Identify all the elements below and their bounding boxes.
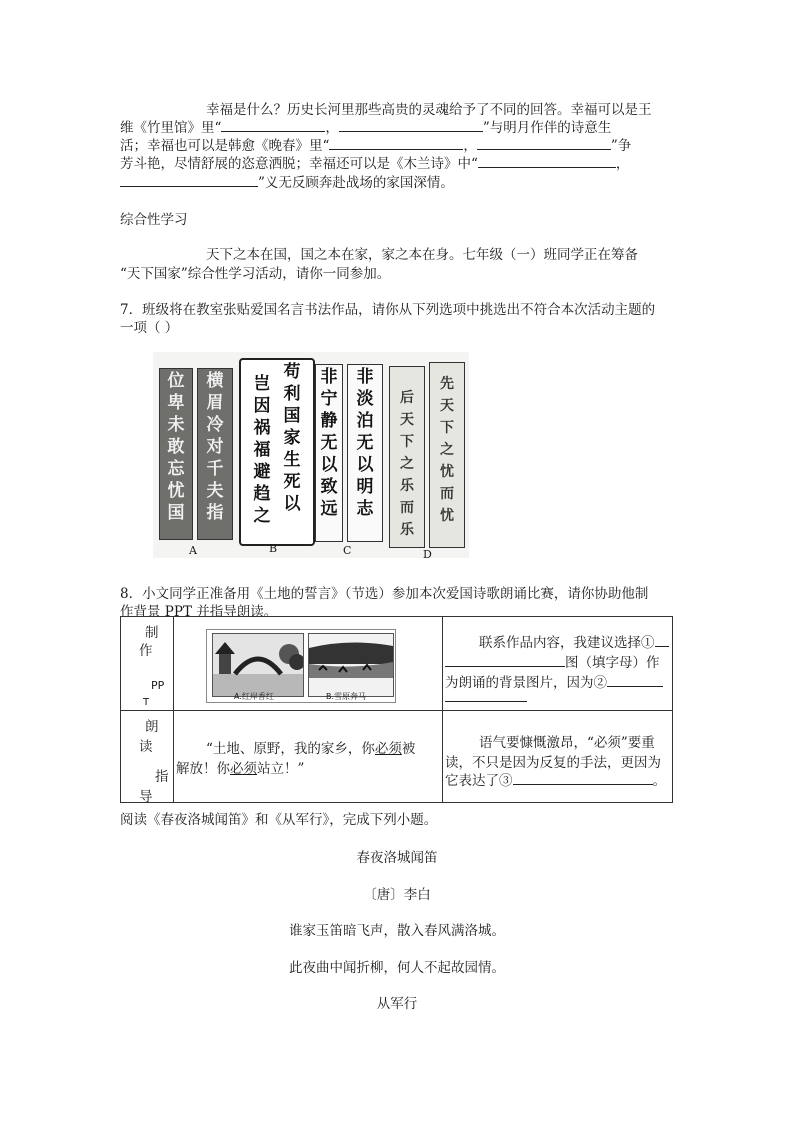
answer-blank[interactable] <box>477 137 611 150</box>
scroll-text: 苟 利 国 家 生 死 以 <box>283 362 301 514</box>
answer-blank-1-cont[interactable] <box>445 654 565 667</box>
ppt-table <box>120 616 673 803</box>
underlined-word: 必须 <box>374 741 402 757</box>
answer-blank[interactable] <box>339 119 483 132</box>
scroll-a-right <box>197 368 233 540</box>
underlined-word: 必须 <box>230 761 257 777</box>
poem1-title: 春夜洛城闻笛 <box>356 850 438 866</box>
label-a: A <box>189 544 197 557</box>
paragraph-line <box>120 152 629 172</box>
text: 活；幸福也可以是韩愈《晚春》里“ <box>120 138 330 154</box>
calligraphy-image <box>153 352 469 561</box>
section-title: 综合性学习 <box>120 212 188 228</box>
text: ”与明月作伴的诗意生 <box>482 120 612 136</box>
row-header-make-ppt <box>121 617 174 711</box>
scroll-text: 先 天 下 之 忧 而 忧 <box>440 376 454 524</box>
scroll-c-right <box>347 364 383 542</box>
scroll-text: 横 眉 冷 对 千 夫 指 <box>206 371 224 523</box>
header-char: 作 <box>139 643 153 659</box>
image-b-snowfield <box>308 633 394 697</box>
header-char: 读 <box>139 739 153 755</box>
answer-blank-2-cont[interactable] <box>445 689 527 702</box>
scroll-d-right <box>429 362 465 548</box>
answer-blank[interactable] <box>221 119 325 132</box>
ppt-images-cell <box>174 617 443 711</box>
text: 语气要慷慨激昂，“必须”要重 <box>479 735 655 751</box>
image-a-bridge <box>212 633 304 697</box>
poem1-line1: 谁家玉笛暗飞声，散入春风满洛城。 <box>289 923 505 939</box>
text: ”争 <box>610 138 632 154</box>
text: ， <box>325 120 339 136</box>
paragraph-line <box>120 134 631 154</box>
text: ”义无反顾奔赴战场的家国深情。 <box>258 175 454 191</box>
text: ， <box>615 156 630 172</box>
text: 解放！你 <box>176 761 230 777</box>
scroll-d-left <box>389 366 425 548</box>
poem1-author: 〔唐〕李白 <box>363 887 431 903</box>
answer-blank-1[interactable] <box>655 634 669 647</box>
row-header-reading-guide <box>121 711 174 803</box>
header-char: 导 <box>139 789 153 805</box>
paragraph-line: 幸福是什么？历史长河里那些高贵的灵魂给予了不同的回答。幸福可以是王 <box>206 102 652 118</box>
answer-blank-3[interactable] <box>513 772 653 785</box>
intro-line: “天下国家”综合性学习活动，请你一同参加。 <box>120 266 391 282</box>
poem2-title: 从军行 <box>376 996 418 1012</box>
answer-blank[interactable] <box>478 155 616 168</box>
text: 。 <box>652 773 666 789</box>
header-char: 制 <box>145 625 159 641</box>
poem1-line2: 此夜曲中闻折柳，何人不起故园情。 <box>289 960 505 976</box>
header-char: T <box>143 697 150 708</box>
scroll-text: 后 天 下 之 乐 而 乐 <box>400 390 414 538</box>
scroll-text: 非 宁 静 无 以 致 远 <box>320 367 338 519</box>
image-a-caption: A.红岸香红 <box>234 692 274 701</box>
text: ， <box>463 138 477 154</box>
text: 维《竹里馆》里“ <box>120 120 222 136</box>
question-7-choice: 一项（ ） <box>120 320 179 336</box>
text: “土地、原野，我的家乡，你 <box>206 741 375 757</box>
ppt-suggestion-cell <box>443 617 673 711</box>
reading-guide-cell <box>443 711 673 803</box>
paragraph-line <box>120 116 611 136</box>
label-d: D <box>423 548 432 561</box>
question-8: 8．小文同学正准备用《土地的誓言》（节选）参加本次爱国诗歌朗诵比赛，请你协助他制 <box>120 586 649 602</box>
header-char: PP <box>151 679 165 692</box>
scroll-c-left <box>315 364 343 542</box>
text: 被 <box>401 741 416 757</box>
scroll-b <box>239 358 315 546</box>
text: 站立！” <box>257 761 305 777</box>
label-c: C <box>343 544 352 557</box>
answer-blank[interactable] <box>120 174 258 187</box>
paragraph-line <box>120 171 454 191</box>
scroll-a-left <box>159 368 193 540</box>
text: 它表达了③ <box>445 773 513 789</box>
question-7: 7．班级将在教室张贴爱国名言书法作品，请你从下列选项中挑选出不符合本次活动主题的 <box>120 302 656 318</box>
answer-blank-2[interactable] <box>607 674 663 687</box>
scroll-text: 位 卑 未 敢 忘 忧 国 <box>167 371 185 523</box>
intro-line: 天下之本在国，国之本在家，家之本在身。七年级（一）班同学正在筹备 <box>206 247 638 263</box>
header-char: 指 <box>155 769 169 785</box>
image-b-caption: B.雪原奔马 <box>326 692 367 701</box>
answer-blank[interactable] <box>329 137 463 150</box>
text: 联系作品内容，我建议选择① <box>479 635 655 651</box>
text: 为朗诵的背景图片，因为② <box>445 675 607 691</box>
label-b: B <box>269 542 278 555</box>
question-8-cont: 作背景 PPT 并指导朗读。 <box>120 604 278 620</box>
scroll-text: 非 淡 泊 无 以 明 志 <box>356 367 374 519</box>
reading-quote-cell <box>174 711 443 803</box>
text: 芳斗艳，尽情舒展的恣意洒脱；幸福还可以是《木兰诗》中“ <box>120 156 478 172</box>
header-char: 朗 <box>145 719 159 735</box>
text: 图（填字母）作 <box>565 655 660 671</box>
reading-intro: 阅读《春夜洛城闻笛》和《从军行》，完成下列小题。 <box>120 812 438 828</box>
scroll-text: 岂 因 祸 福 避 趋 之 <box>253 374 271 526</box>
text: 读，不只是因为反复的手法，更因为 <box>445 755 661 771</box>
